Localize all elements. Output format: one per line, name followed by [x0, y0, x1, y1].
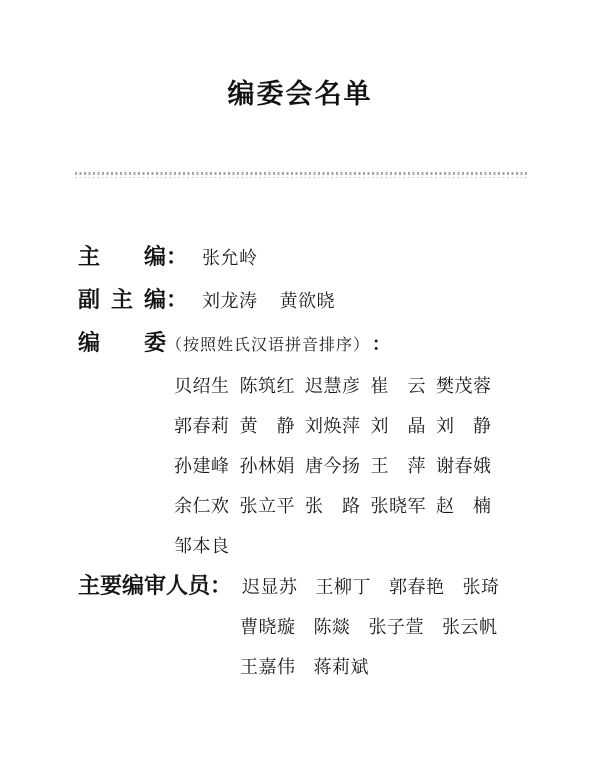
chief-editor-names — [202, 243, 258, 273]
chief-reviewers-row — [78, 571, 600, 602]
board-name-row — [78, 491, 600, 521]
reviewer-name: 迟显苏 — [242, 577, 298, 597]
board-name-row — [78, 531, 600, 561]
dotted-divider — [75, 172, 527, 178]
reviewer-name-row — [78, 652, 600, 682]
board-member-name: 张 路 — [305, 496, 361, 516]
board-member-name: 唐今扬 — [305, 456, 361, 476]
board-name-row — [78, 411, 600, 441]
editorial-board-header-row — [78, 328, 600, 361]
chief-editor-label: 主 编 — [78, 244, 166, 269]
board-member-name: 谢春娥 — [436, 456, 492, 476]
board-member-name: 张晓军 — [370, 496, 426, 516]
reviewer-name-row — [242, 572, 500, 602]
dotted-divider-top-row — [75, 172, 527, 175]
board-member-name: 樊茂蓉 — [436, 376, 492, 396]
reviewer-name: 张子萱 — [368, 617, 424, 637]
board-member-name: 迟慧彦 — [305, 376, 361, 396]
editorial-board-name-list — [78, 371, 600, 561]
board-member-name: 张立平 — [239, 496, 295, 516]
board-member-name: 崔 云 — [370, 376, 426, 396]
board-name-row — [78, 451, 600, 481]
chief-editor-row — [78, 242, 600, 273]
editor-name: 张允岭 — [202, 248, 258, 268]
board-member-name: 邹本良 — [174, 536, 230, 556]
deputy-chief-editor-colon: ： — [166, 287, 189, 312]
editorial-board-label: 编 委 — [78, 330, 166, 355]
reviewer-name-row — [78, 612, 600, 642]
chief-reviewers-label: 主要编审人员 — [78, 573, 211, 598]
reviewer-name: 曹晓璇 — [240, 617, 296, 637]
reviewer-name: 陈燚 — [313, 617, 351, 637]
deputy-chief-editor-label: 副 主 编 — [78, 287, 166, 312]
editorial-entries — [0, 242, 600, 682]
board-member-name: 王 萍 — [370, 456, 426, 476]
board-member-name: 赵 楠 — [436, 496, 492, 516]
deputy-chief-editor-row — [78, 285, 600, 316]
board-member-name: 孙建峰 — [174, 456, 230, 476]
editorial-board-colon: ： — [372, 334, 391, 354]
board-member-name: 贝绍生 — [174, 376, 230, 396]
dotted-divider-bottom-row — [75, 177, 527, 178]
board-member-name: 刘 静 — [436, 416, 492, 436]
board-member-name: 刘 晶 — [370, 416, 426, 436]
board-member-name: 郭春莉 — [174, 416, 230, 436]
reviewer-name: 王嘉伟 — [240, 657, 296, 677]
reviewer-name: 蒋莉斌 — [313, 657, 369, 677]
reviewer-name: 王柳丁 — [315, 577, 372, 597]
chief-editor-colon: ： — [166, 244, 189, 269]
board-member-name: 余仁欢 — [174, 496, 230, 516]
board-name-row — [78, 371, 600, 401]
board-member-name: 陈筑红 — [239, 376, 295, 396]
editor-name: 刘龙涛 — [202, 291, 258, 311]
page-title: 编委会名单 — [227, 79, 373, 109]
reviewer-name: 郭春艳 — [389, 577, 445, 597]
board-member-name: 孙林娟 — [239, 456, 295, 476]
board-member-name: 黄 静 — [239, 416, 295, 436]
chief-reviewers-colon: ： — [210, 573, 233, 598]
editorial-board-sorting-note: （按照姓氏汉语拼音排序） — [166, 337, 371, 354]
reviewer-name: 张云帆 — [442, 617, 498, 637]
reviewer-name: 张琦 — [462, 577, 500, 597]
editor-name: 黄欲晓 — [279, 291, 336, 311]
board-member-name: 刘焕萍 — [305, 416, 361, 436]
deputy-chief-editor-names — [202, 286, 335, 316]
